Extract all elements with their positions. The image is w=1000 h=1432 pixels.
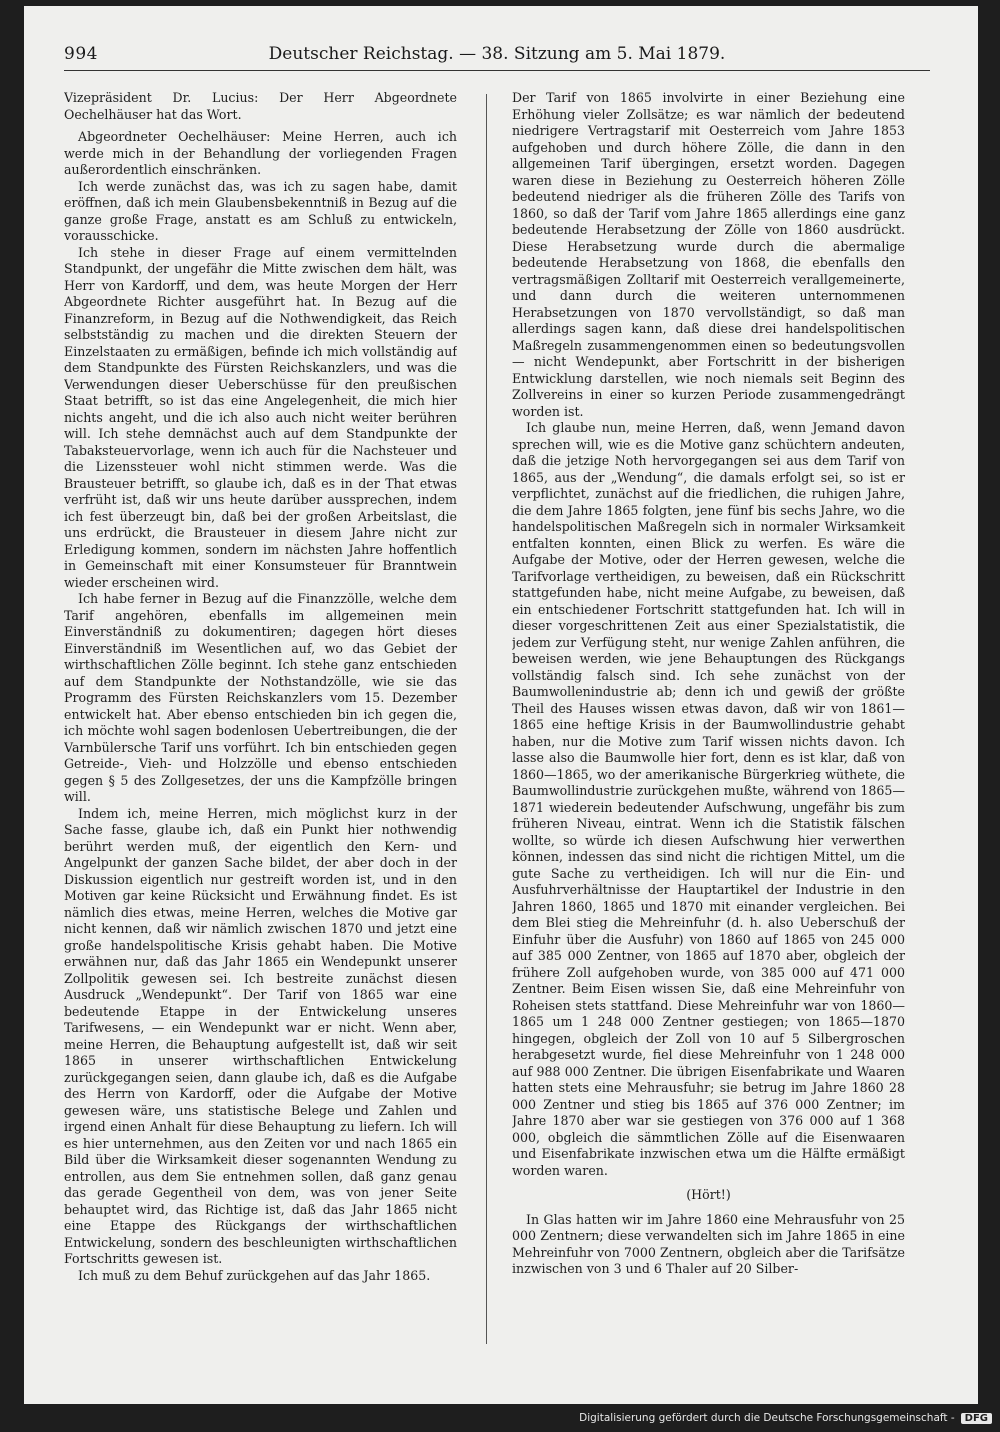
paragraph: Vizepräsident Dr. Lucius: Der Herr Abgeordnete Oechelhäuser hat das Wort. — [64, 90, 457, 122]
paragraph: Ich habe ferner in Bezug auf die Finanzzölle, welche dem Tarif angehören, ebenfalls im allgemeinen mein Einverständniß zu dokumentiren; dagegen hört dieses Einverständniß im Wesentlichen auf, wo das Gebiet der wirthschaftlichen Zölle beginnt. Ich stehe ganz entschieden auf dem Standpunkte der Nothstandzölle, wie sie das Programm des Fürsten Reichskanzlers vom 15. Dezember entwickelt hat. Aber ebenso entschieden bin ich gegen die, ich möchte wohl sagen bodenlosen Uebertreibungen, die der Varnbülersche Tarif uns vorführt. Ich bin entschieden gegen Getreide-, Vieh- und Holzzölle und ebenso entschieden gegen § 5 des Zollgesetzes, der uns die Kampfzölle bringen will. — [64, 591, 457, 804]
running-head: Deutscher Reichstag. — 38. Sitzung am 5. Mai 1879. — [268, 44, 726, 64]
column-divider — [486, 94, 487, 1344]
right-column — [512, 90, 905, 1348]
paragraph: Ich glaube nun, meine Herren, daß, wenn Jemand davon sprechen will, wie es die Motive ganz schüchtern andeuten, daß die jetzige Noth hervorgegangen sei aus dem Tarif von 1865, aus der „Wendung“, die damals erfolgt sei, so ist er verpflichtet, zunächst auf die friedlichen, die ruhigen Jahre, die dem Jahre 1865 folgten, jene fünf bis sechs Jahre, wo die handelspolitischen Maßregeln sich in normaler Wirksamkeit entfalten konnten, einen Blick zu werfen. Es wäre die Aufgabe der Motive, oder der Herren gewesen, welche die Tarifvorlage vertheidigen, zu beweisen, daß ein Rückschritt stattgefunden habe, nicht meine Aufgabe, zu beweisen, daß ein entschiedener Fortschritt stattgefunden hat. Ich will in dieser vorgeschrittenen Zeit aus einer Spezialstatistik, die jedem zur Verfügung steht, nur wenige Zahlen anführen, die beweisen werden, wie jene Behauptungen des Rückgangs vollständig falsch sind. Ich sehe zunächst von der Baumwollenindustrie ab; denn ich und gewiß der größte Theil des Hauses wissen etwas davon, daß wir von 1861—1865 eine heftige Krisis in der Baumwollindustrie gehabt haben, nur die Motive zum Tarif wissen nichts davon. Ich lasse also die Baumwolle hier fort, denn es ist klar, daß von 1860—1865, wo der amerikanische Bürgerkrieg wüthete, die Baumwollindustrie zurückgehen mußte, während von 1865—1871 wiederein bedeutender Aufschwung, ungefähr bis zum früheren Niveau, eintrat. Wenn ich die Statistik fälschen wollte, so würde ich diesen Aufschwung hier verwerthen können, indessen das sind nicht die richtigen Mittel, um die gute Sache zu vertheidigen. Ich will nur die Ein- und Ausfuhrverhältnisse der Hauptartikel der Industrie in den Jahren 1860, 1865 und 1870 mit einander vergleichen. Bei dem Blei stieg die Mehreinfuhr (d. h. also Ueberschuß der Einfuhr über die Ausfuhr) von 1860 auf 1865 von 245 000 auf 385 000 Zentner, von 1865 auf 1870 aber, obgleich der frühere Zoll aufgehoben wurde, von 385 000 auf 471 000 Zentner. Beim Eisen wissen Sie, daß eine Mehreinfuhr von Roheisen stets stattfand. Diese Mehreinfuhr war von 1860—1865 um 1 248 000 Zentner gestiegen; von 1865—1870 hingegen, obgleich der Zoll von 10 auf 5 Silbergroschen herabgesetzt wurde, fiel diese Mehreinfuhr von 1 248 000 auf 988 000 Zentner. Die übrigen Eisenfabrikate und Waaren hatten stets eine Mehrausfuhr; sie betrug im Jahre 1860 28 000 Zentner und stieg bis 1865 auf 376 000 Zentner; im Jahre 1870 aber war sie gestiegen von 376 000 auf 1 368 000, obgleich die sämmtlichen Zölle auf die Eisenwaaren und Eisenfabrikate inzwischen etwa um die Hälfte ermäßigt worden waren. — [512, 420, 905, 1178]
dfg-logo: DFG — [961, 1413, 992, 1424]
paragraph: In Glas hatten wir im Jahre 1860 eine Mehrausfuhr von 25 000 Zentnern; diese verwandelten sich im Jahre 1865 in eine Mehreinfuhr von 7000 Zentnern, obgleich aber die Tarifsätze inzwischen von 3 und 6 Thaler auf 20 Silber- — [512, 1211, 905, 1276]
footer — [579, 1412, 992, 1424]
page-header — [64, 40, 930, 71]
paragraph: Ich werde zunächst das, was ich zu sagen habe, damit eröffnen, daß ich mein Glaubensbekenntniß in Bezug auf die ganze große Frage, anstatt es am Schluß zu entwickeln, vorausschicke. — [64, 178, 457, 243]
paragraph: Indem ich, meine Herren, mich möglichst kurz in der Sache fasse, glaube ich, daß ein Punkt hier nothwendig berührt werden muß, der eigentlich den Kern- und Angelpunkt der ganzen Sache bildet, der aber doch in der Diskussion eigentlich nur gestreift worden ist, und in den Motiven gar keine Rücksicht und Erwähnung findet. Es ist nämlich dies etwas, meine Herren, welches die Motive gar nicht kennen, daß wir nämlich zwischen 1870 und jetzt eine große handelspolitische Krisis gehabt haben. Die Motive erwähnen nur, daß das Jahr 1865 ein Wendepunkt unserer Zollpolitik gewesen sei. Ich bestreite zunächst diesen Ausdruck „Wendepunkt“. Der Tarif von 1865 war eine bedeutende Etappe in der Entwickelung unseres Tarifwesens, — ein Wendepunkt war er nicht. Wenn aber, meine Herren, die Behauptung aufgestellt ist, daß wir seit 1865 in unserer wirthschaftlichen Entwickelung zurückgegangen seien, dann glaube ich, daß es die Aufgabe des Herrn von Kardorff, oder die Aufgabe der Motive gewesen wäre, uns statistische Belege und Zahlen und irgend einen Anhalt für diese Behauptung zu liefern. Ich will es hier unternehmen, aus den Zeiten vor und nach 1865 ein Bild über die Wirksamkeit dieser sogenannten Wendung zu entrollen, aus dem Sie entnehmen sollen, daß ganz genau das gerade Gegentheil von dem, was von jener Seite behauptet wird, das Richtige ist, daß das Jahr 1865 nicht eine Etappe des Rückgangs der wirthschaftlichen Entwickelung, sondern des beschleunigten wirthschaftlichen Fortschritts gewesen ist. — [64, 805, 457, 1266]
page-sheet — [24, 6, 978, 1404]
interjection: (Hört!) — [686, 1187, 731, 1202]
paragraph: Ich stehe in dieser Frage auf einem vermittelnden Standpunkt, der ungefähr die Mitte zwischen dem hält, was Herr von Kardorff, und dem, was heute Morgen der Herr Abgeordnete Richter ausgeführt hat. In Bezug auf die Finanzreform, in Bezug auf die Nothwendigkeit, das Reich selbstständig zu machen und die direkten Steuern der Einzelstaaten zu ermäßigen, befinde ich mich vollständig auf dem Standpunkte des Fürsten Reichskanzlers, und was die Verwendungen dieser Ueberschüsse für den preußischen Staat betrifft, so ist das eine Angelegenheit, die mich hier nichts angeht, und die ich also auch nicht weiter berühren will. Ich stehe demnächst auch auf dem Standpunkte der Tabaksteuervorlage, wenn ich auch für die Nachsteuer und die Lizenssteuer wohl nicht stimmen werde. Was die Brausteuer betrifft, so glaube ich, daß es in der That etwas verfrüht ist, daß wir uns heute darüber aussprechen, indem ich fest überzeugt bin, daß bei der großen Arbeitslast, die uns erdrückt, die Brausteuer in diesem Jahre nicht zur Erledigung kommen, sondern im nächsten Jahre hoffentlich in Gemeinschaft mit einer Konsumsteuer für Branntwein wieder erscheinen wird. — [64, 244, 457, 590]
paragraph: Der Tarif von 1865 involvirte in einer Beziehung eine Erhöhung vieler Zollsätze; es war nämlich der bedeutend niedrigere Vertragstarif mit Oesterreich vom Jahre 1853 aufgehoben und durch höhere Zölle, die dann in den allgemeinen Tarif übergingen, ersetzt worden. Dagegen waren diese in Beziehung zu Oesterreich höheren Zölle bedeutend niedriger als die früheren Zölle des Tarifs von 1860, so daß der Tarif vom Jahre 1865 allerdings eine ganz bedeutende Herabsetzung der Zölle von 1860 ausdrückt. Diese Herabsetzung wurde durch die abermalige bedeutende Herabsetzung von 1868, die ebenfalls den vertragsmäßigen Zolltarif mit Oesterreich verallgemeinerte, und dann durch die weiteren unternommenen Herabsetzungen von 1870 vervollständigt, so daß man allerdings sagen kann, daß diese drei handelspolitischen Maßregeln zusammengenommen einen so bedeutungsvollen — nicht Wendepunkt, aber Fortschritt in der bisherigen Entwicklung darstellen, wie noch niemals seit Beginn des Zollvereins in einer so kurzen Periode zusammengedrängt worden ist. — [512, 90, 905, 419]
left-column — [64, 90, 457, 1348]
paragraph: Ich muß zu dem Behuf zurückgehen auf das Jahr 1865. — [78, 1267, 431, 1283]
footer-text: Digitalisierung gefördert durch die Deutsche Forschungsgemeinschaft - — [579, 1412, 955, 1424]
paragraph: Abgeordneter Oechelhäuser: Meine Herren, auch ich werde mich in der Behandlung der vorliegenden Fragen außerordentlich einschränken. — [64, 129, 457, 177]
page-number: 994 — [64, 44, 98, 64]
